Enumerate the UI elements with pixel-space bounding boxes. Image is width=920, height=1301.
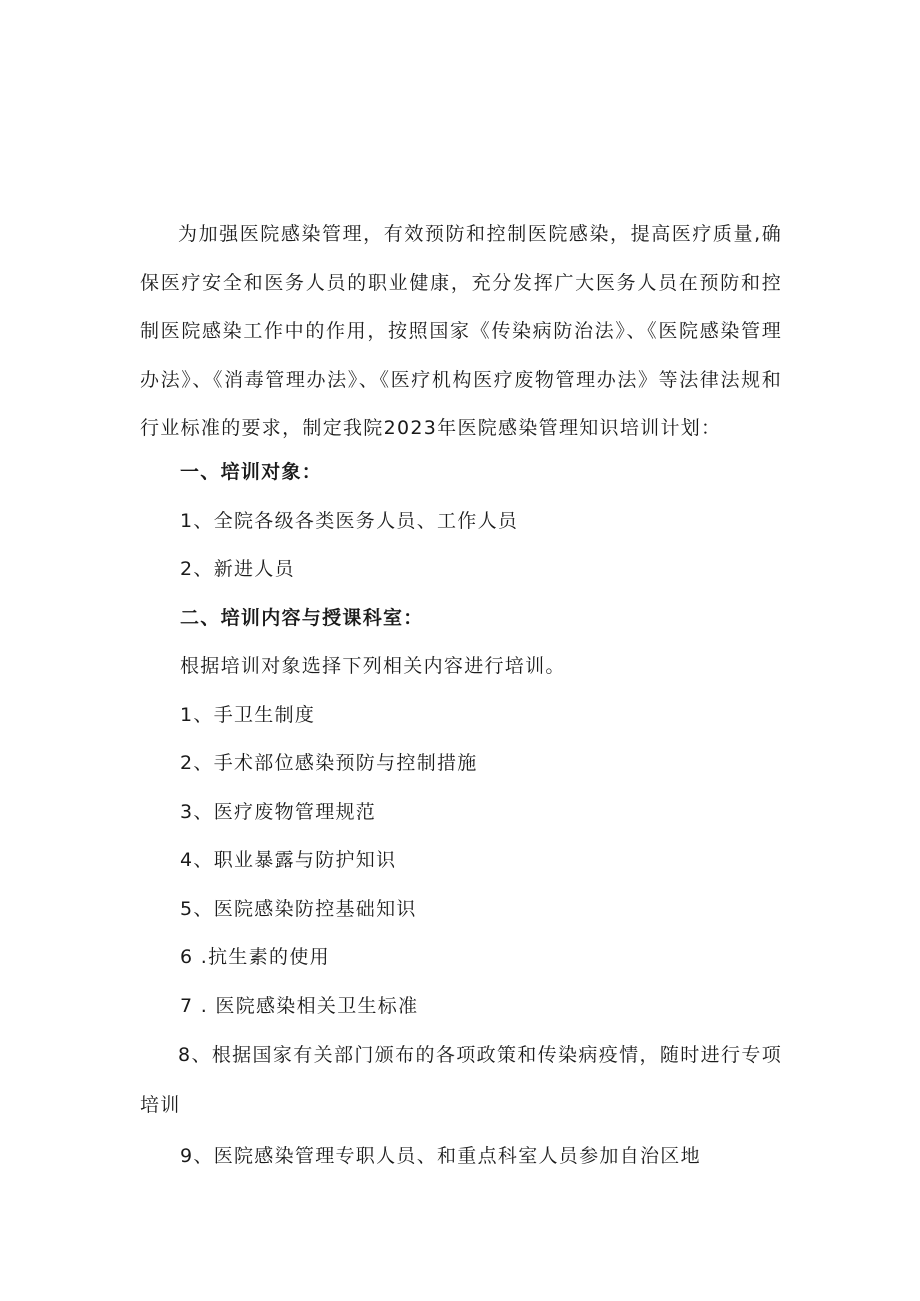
section2-lead: 根据培训对象选择下列相关内容进行培训。 <box>180 655 566 677</box>
list-item: 2、手术部位感染预防与控制措施 <box>180 752 478 774</box>
list-item: 1、手卫生制度 <box>180 704 316 726</box>
list-item: 3、医疗废物管理规范 <box>180 801 377 823</box>
list-item: 1、全院各级各类医务人员、工作人员 <box>180 510 519 532</box>
section2-heading: 二、培训内容与授课科室： <box>180 607 424 629</box>
list-item: 8、根据国家有关部门颁布的各项政策和传染病疫情，随时进行专项培训 <box>140 1044 782 1116</box>
list-item: 6 .抗生素的使用 <box>180 946 330 968</box>
list-item: 5、医院感染防控基础知识 <box>180 898 417 920</box>
list-item: 7 . 医院感染相关卫生标准 <box>180 995 419 1017</box>
list-item: 4、职业暴露与防护知识 <box>180 849 397 871</box>
list-item: 2、新进人员 <box>180 558 295 580</box>
section1-heading: 一、培训对象： <box>180 461 323 483</box>
list-item: 9、医院感染管理专职人员、和重点科室人员参加自治区地 <box>180 1145 701 1167</box>
intro-paragraph: 为加强医院感染管理，有效预防和控制医院感染，提高医疗质量,确保医疗安全和医务人员的职业健康，充分发挥广大医务人员在预防和控制医院感染工作中的作用，按照国家《传染病防治法》、《医院感染管理办法》、《消毒管理办法》、《医疗机构医疗废物管理办法》等法律法规和行业标准的要求，制定我院2023年医院感染管理知识培训计划： <box>140 223 782 439</box>
